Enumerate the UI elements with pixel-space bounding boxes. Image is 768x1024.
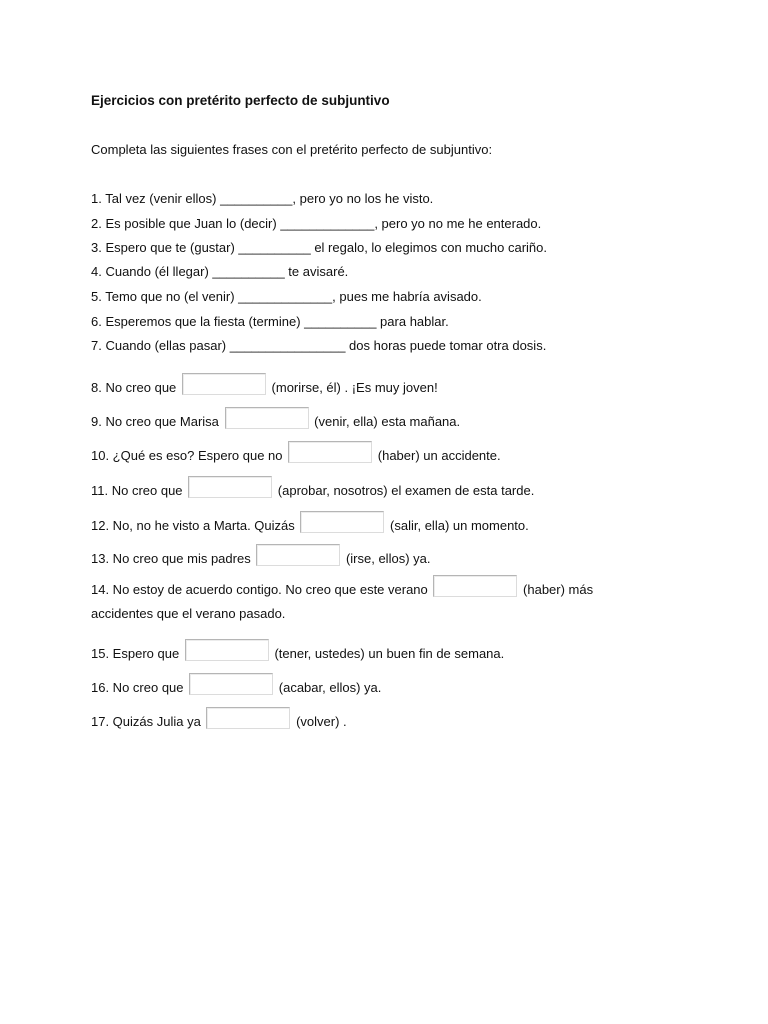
answer-input-9[interactable]: [225, 407, 309, 429]
answer-input-13[interactable]: [256, 544, 340, 566]
exercise-line-12: [91, 511, 529, 534]
page-title: Ejercicios con pretérito perfecto de subjuntivo: [91, 93, 390, 108]
exercise-prompt: 17. Quizás Julia ya: [91, 714, 201, 729]
exercise-hint: (irse, ellos) ya.: [345, 551, 431, 566]
exercise-line-9: [91, 407, 460, 430]
exercise-prompt: 14. No estoy de acuerdo contigo. No creo que este verano: [91, 582, 428, 597]
exercise-prompt: 10. ¿Qué es eso? Espero que no: [91, 448, 283, 463]
exercise-prompt: 12. No, no he visto a Marta. Quizás: [91, 518, 295, 533]
exercise-line-17: [91, 707, 347, 730]
exercise-hint: (tener, ustedes) un buen fin de semana.: [274, 646, 505, 661]
answer-input-15[interactable]: [185, 639, 269, 661]
answer-input-8[interactable]: [182, 373, 266, 395]
exercise-line-11: [91, 476, 534, 499]
exercise-line-5: 5. Temo que no (el venir) _____________, pues me habría avisado.: [91, 289, 482, 304]
exercise-hint: (acabar, ellos) ya.: [278, 680, 382, 695]
exercise-line-8: [91, 373, 438, 396]
exercise-line-15: [91, 639, 504, 662]
exercise-prompt: 9. No creo que Marisa: [91, 414, 219, 429]
exercise-line-7: 7. Cuando (ellas pasar) ________________ dos horas puede tomar otra dosis.: [91, 338, 547, 353]
exercise-prompt: 13. No creo que mis padres: [91, 551, 251, 566]
answer-input-11[interactable]: [188, 476, 272, 498]
exercise-hint: (aprobar, nosotros) el examen de esta tarde.: [277, 483, 535, 498]
exercise-line-4: 4. Cuando (él llegar) __________ te avisaré.: [91, 264, 349, 279]
exercise-line-6: 6. Esperemos que la fiesta (termine) __________ para hablar.: [91, 314, 449, 329]
exercise-prompt: 16. No creo que: [91, 680, 184, 695]
exercise-line-10: [91, 441, 501, 464]
exercise-hint: (venir, ella) esta mañana.: [314, 414, 461, 429]
answer-input-12[interactable]: [300, 511, 384, 533]
exercise-hint: (morirse, él) . ¡Es muy joven!: [271, 380, 438, 395]
exercise-prompt: 15. Espero que: [91, 646, 180, 661]
answer-input-14[interactable]: [433, 575, 517, 597]
answer-input-10[interactable]: [288, 441, 372, 463]
exercise-line-16: [91, 673, 381, 696]
instructions-text: Completa las siguientes frases con el pretérito perfecto de subjuntivo:: [91, 142, 493, 157]
answer-input-16[interactable]: [189, 673, 273, 695]
exercise-hint: (haber) más accidentes que el verano pasado.: [91, 582, 594, 621]
exercise-line-1: 1. Tal vez (venir ellos) __________, pero yo no los he visto.: [91, 191, 434, 206]
exercise-prompt: 8. No creo que: [91, 380, 177, 395]
exercise-prompt: 11. No creo que: [91, 483, 183, 498]
exercise-line-3: 3. Espero que te (gustar) __________ el regalo, lo elegimos con mucho cariño.: [91, 240, 548, 255]
exercise-hint: (haber) un accidente.: [377, 448, 501, 463]
answer-input-17[interactable]: [206, 707, 290, 729]
exercise-hint: (volver) .: [296, 714, 347, 729]
exercise-line-2: 2. Es posible que Juan lo (decir) _____________, pero yo no me he enterado.: [91, 216, 542, 231]
exercise-hint: (salir, ella) un momento.: [390, 518, 529, 533]
exercise-line-13: [91, 544, 430, 567]
exercise-line-14: [91, 575, 651, 626]
